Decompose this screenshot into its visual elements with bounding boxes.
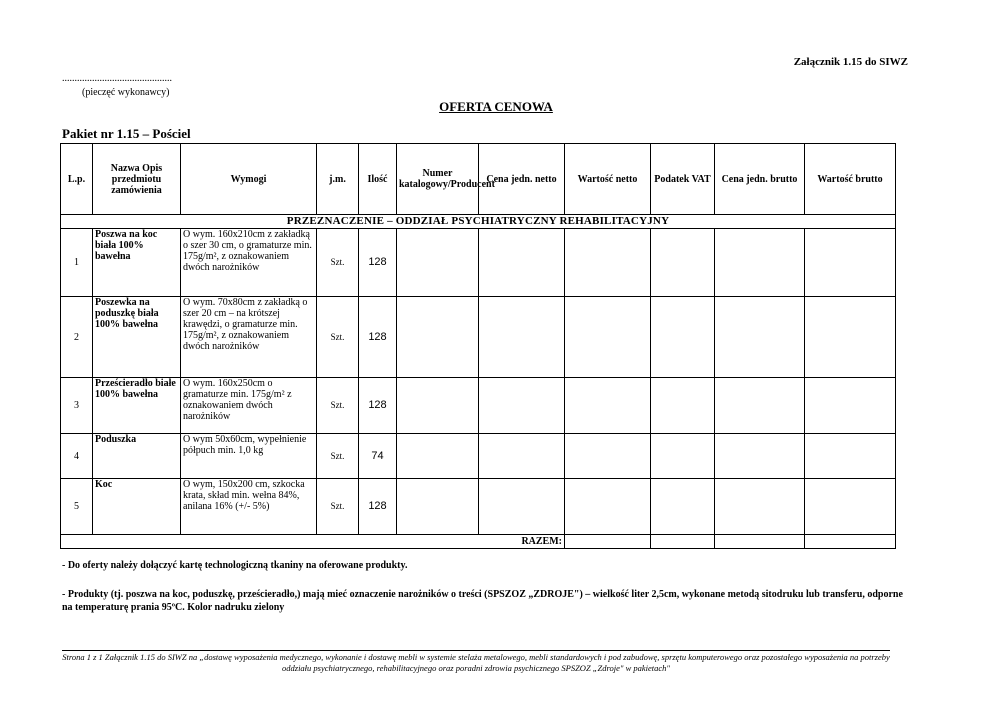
row-name: Prześcieradło białe 100% bawełna [93, 378, 181, 434]
table-row [61, 229, 896, 297]
row-quantity: 128 [359, 297, 397, 378]
row-catalog-cell[interactable] [397, 229, 479, 297]
row-requirements: O wym. 160x210cm z zakładką o szer 30 cm, o gramaturze min. 175g/m², z oznakowaniem dwóch narożników [181, 229, 317, 297]
row-unit-net-cell[interactable] [479, 229, 565, 297]
row-vat-cell[interactable] [651, 229, 715, 297]
col-header-unit-net: Cena jedn. netto [479, 144, 565, 215]
total-label: RAZEM: [61, 535, 565, 549]
col-header-lp: L.p. [61, 144, 93, 215]
row-unit: Szt. [317, 297, 359, 378]
package-title: Pakiet nr 1.15 – Pościel [62, 126, 191, 141]
table-header-row [61, 144, 896, 215]
row-unit: Szt. [317, 378, 359, 434]
table-row [61, 434, 896, 479]
row-vat-cell[interactable] [651, 297, 715, 378]
page-title: OFERTA CENOWA [439, 99, 553, 114]
row-quantity: 128 [359, 229, 397, 297]
row-lp: 1 [61, 229, 93, 297]
row-requirements: O wym, 150x200 cm, szkocka krata, skład min. wełna 84%, anilana 16% (+/- 5%) [181, 479, 317, 535]
row-unit-gross-cell[interactable] [715, 479, 805, 535]
row-value-gross-cell[interactable] [805, 434, 896, 479]
total-unit-gross-cell[interactable] [715, 535, 805, 549]
row-value-net-cell[interactable] [565, 297, 651, 378]
row-unit-gross-cell[interactable] [715, 434, 805, 479]
row-value-net-cell[interactable] [565, 378, 651, 434]
col-header-unit: j.m. [317, 144, 359, 215]
footer-divider [62, 650, 890, 651]
col-header-catalog: Numer katalogowy/Producent [397, 144, 479, 215]
section-label: PRZEZNACZENIE – ODDZIAŁ PSYCHIATRYCZNY REHABILITACYJNY [61, 215, 896, 229]
row-vat-cell[interactable] [651, 378, 715, 434]
row-name: Poszwa na koc biała 100% bawełna [93, 229, 181, 297]
row-value-gross-cell[interactable] [805, 229, 896, 297]
row-value-gross-cell[interactable] [805, 378, 896, 434]
attachment-label: Załącznik 1.15 do SIWZ [793, 56, 908, 68]
row-vat-cell[interactable] [651, 479, 715, 535]
row-value-gross-cell[interactable] [805, 479, 896, 535]
col-header-unit-gross: Cena jedn. brutto [715, 144, 805, 215]
row-requirements: O wym 50x60cm, wypełnienie półpuch min. 1,0 kg [181, 434, 317, 479]
row-unit-gross-cell[interactable] [715, 378, 805, 434]
row-unit-net-cell[interactable] [479, 479, 565, 535]
row-unit-net-cell[interactable] [479, 297, 565, 378]
col-header-quantity: Ilość [359, 144, 397, 215]
row-quantity: 128 [359, 479, 397, 535]
row-name: Poszewka na poduszkę biała 100% bawełna [93, 297, 181, 378]
row-unit-gross-cell[interactable] [715, 229, 805, 297]
row-lp: 2 [61, 297, 93, 378]
col-header-value-gross: Wartość brutto [805, 144, 896, 215]
offer-table [60, 143, 896, 549]
row-requirements: O wym. 70x80cm z zakładką o szer 20 cm – na krótszej krawędzi, o gramaturze min. 175g/m², z oznakowaniem dwóch narożników [181, 297, 317, 378]
row-value-net-cell[interactable] [565, 479, 651, 535]
row-lp: 5 [61, 479, 93, 535]
row-vat-cell[interactable] [651, 434, 715, 479]
total-vat-cell[interactable] [651, 535, 715, 549]
row-lp: 4 [61, 434, 93, 479]
row-quantity: 74 [359, 434, 397, 479]
col-header-requirements: Wymogi [181, 144, 317, 215]
note-marking: - Produkty (tj. poszwa na koc, poduszkę, prześcieradło,) mają mieć oznaczenie narożników o treści (SPSZOZ „ZDROJE") – wielkość liter 2,5cm, wykonane metodą sitodruku lub transferu, odporne na temperaturę prania 95ºC. Kolor nadruku zielony [62, 589, 903, 613]
row-unit: Szt. [317, 434, 359, 479]
total-row [61, 535, 896, 549]
row-lp: 3 [61, 378, 93, 434]
row-unit: Szt. [317, 229, 359, 297]
row-quantity: 128 [359, 378, 397, 434]
row-catalog-cell[interactable] [397, 434, 479, 479]
table-row [61, 479, 896, 535]
row-name: Poduszka [93, 434, 181, 479]
row-unit-gross-cell[interactable] [715, 297, 805, 378]
note-tech-card: - Do oferty należy dołączyć kartę technologiczną tkaniny na oferowane produkty. [62, 560, 408, 571]
stamp-label: (pieczęć wykonawcy) [82, 87, 170, 98]
col-header-value-net: Wartość netto [565, 144, 651, 215]
row-value-net-cell[interactable] [565, 229, 651, 297]
row-catalog-cell[interactable] [397, 297, 479, 378]
row-value-gross-cell[interactable] [805, 297, 896, 378]
row-catalog-cell[interactable] [397, 479, 479, 535]
row-catalog-cell[interactable] [397, 378, 479, 434]
table-row [61, 378, 896, 434]
stamp-dotted-line: ............................................ [62, 73, 172, 84]
table-row [61, 297, 896, 378]
page-footer: Strona 1 z 1 Załącznik 1.15 do SIWZ na „dostawę wyposażenia medycznego, wykonanie i dostawę mebli w systemie stelaża metalowego, mebli standardowych i pod zabudowę, sprzętu komputerowego oraz pozostałego wyposażenia na potrzeby oddziału psychiatrycznego, rehabilitacyjnego oraz poradni zdrowia psychicznego SPSZOZ „Zdroje" w pakietach" [62, 652, 890, 673]
section-row [61, 215, 896, 229]
col-header-name: Nazwa Opis przedmiotu zamówienia [93, 144, 181, 215]
row-requirements: O wym. 160x250cm o gramaturze min. 175g/m² z oznakowaniem dwóch narożników [181, 378, 317, 434]
row-unit: Szt. [317, 479, 359, 535]
total-value-net-cell[interactable] [565, 535, 651, 549]
total-value-gross-cell[interactable] [805, 535, 896, 549]
col-header-vat: Podatek VAT [651, 144, 715, 215]
row-unit-net-cell[interactable] [479, 378, 565, 434]
row-name: Koc [93, 479, 181, 535]
row-unit-net-cell[interactable] [479, 434, 565, 479]
row-value-net-cell[interactable] [565, 434, 651, 479]
